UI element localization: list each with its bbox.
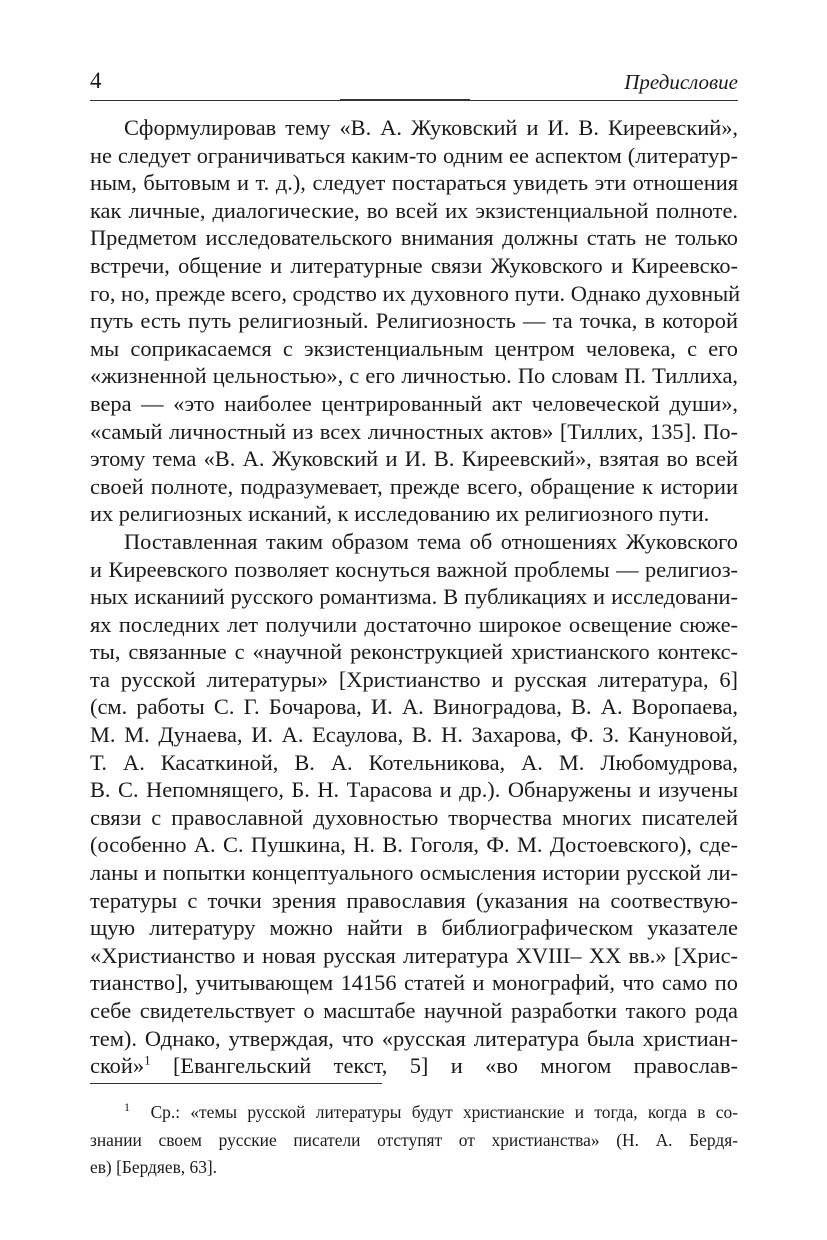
text-fragment: [Евангельский текст, 5] и «во многом православ- [150,1053,738,1079]
text-line: «Христианство и новая русская литература XVIII– XX вв.» [Хрис- [90,942,738,968]
text-line: щую литературу можно найти в библиографическом указателе [90,915,738,941]
text-line: ных исканиий русского романтизма. В публикациях и исследовани- [90,584,738,610]
text-line: го, но, прежде всего, сродство их духовного пути. Однако духовный [90,280,741,306]
text-line: мы соприкасаемся с экзистенциальным центром человека, с его [90,335,738,361]
body-text [90,114,741,1080]
footnote-line: знании своем русские писатели отступят от христианства» (Н. А. Бердя- [90,1129,738,1150]
text-line: и Киреевского позволяет коснуться важной проблемы — религиоз- [90,556,738,582]
text-line: та русской литературы» [Христианство и русская литература, 6] [90,666,738,692]
text-fragment: ской» [90,1053,145,1079]
section-title: Предисловие [624,70,738,94]
text-line: Т. А. Касаткиной, В. А. Котельникова, А. М. Любомудрова, [90,749,738,775]
text-line: путь есть путь религиозный. Религиозность — та точка, в которой [90,308,738,334]
paragraph-1 [90,114,741,528]
footnote-text: Ср.: «темы русской литературы будут христианские и тогда, когда в со- [150,1102,738,1122]
text-line: (см. работы С. Г. Бочарова, И. А. Виноградова, В. А. Воропаева, [90,694,738,720]
page-number: 4 [90,68,102,93]
footnote-reference[interactable]: 1 [144,1052,151,1068]
text-line: ланы и попытки концептуального осмысления истории русской ли- [90,860,738,886]
footnote-number: 1 [124,1100,130,1115]
text-line: «жизненной цельностью», с его личностью. По словам П. Тиллиха, [90,363,738,389]
text-line: этому тема «В. А. Жуковский и И. В. Киреевский», взятая во всей [90,446,738,472]
footnote-line [90,1100,738,1128]
text-line: (особенно А. С. Пушкина, Н. В. Гоголя, Ф. М. Достоевского), сде- [90,832,738,858]
text-line: себе свидетельствует о масштабе научной разработки такого рода [90,998,738,1023]
footnote-rule [90,1083,382,1084]
text-line: тем). Однако, утверждая, что «русская литература была христиан- [90,1025,738,1051]
text-line: ях последних лет получили достаточно широкое освещение сюже- [90,611,738,637]
text-line: ты, связанные с «научной реконструкцией христианского контекс- [90,639,738,665]
paragraph-2 [90,528,738,1080]
text-line: их религиозных исканий, к исследованию их религиозного пути. [90,501,710,527]
header-rule-accent [340,99,470,101]
footnote-line: ев) [Бердяев, 63]. [90,1157,218,1178]
text-line: связи с православной духовностью творчества многих писателей [90,804,738,830]
text-line: ным, бытовым и т. д.), следует постараться увидеть эти отношения [90,170,738,196]
running-head [90,64,738,104]
text-line: В. С. Непомнящего, Б. Н. Тарасова и др.). Обнаружены и изучены [90,777,738,803]
text-line: как личные, диалогические, во всей их экзистенциальной полноте. [90,197,738,223]
text-line: не следует ограничиваться каким-то одним ее аспектом (литератур- [90,142,738,168]
text-line: Предметом исследовательского внимания должны стать не только [90,225,738,251]
text-line: встречи, общение и литературные связи Жуковского и Киреевско- [90,252,738,278]
text-line: тературы с точки зрения православия (указания на соотвествую- [90,887,738,913]
text-line: вера — «это наиболее центрированный акт человеческой души», [90,390,738,416]
text-line: Сформулировав тему «В. А. Жуковский и И. В. Киреевский», [124,115,738,140]
text-line: своей полноте, подразумевает, прежде всего, обращение к истории [90,473,738,499]
text-line: Поставленная таким образом тема об отношениях Жуковского [124,528,738,554]
text-line-with-footnote-ref [90,1052,738,1080]
text-line: «самый личностный из всех личностных актов» [Тиллих, 135]. По- [90,418,738,444]
book-page [90,0,741,1240]
text-line: М. М. Дунаева, И. А. Есаулова, В. Н. Захарова, Ф. З. Кануновой, [90,722,738,748]
text-line: тианство], учитывающем 14156 статей и монографий, что само по [90,970,738,996]
footnote [90,1100,738,1183]
